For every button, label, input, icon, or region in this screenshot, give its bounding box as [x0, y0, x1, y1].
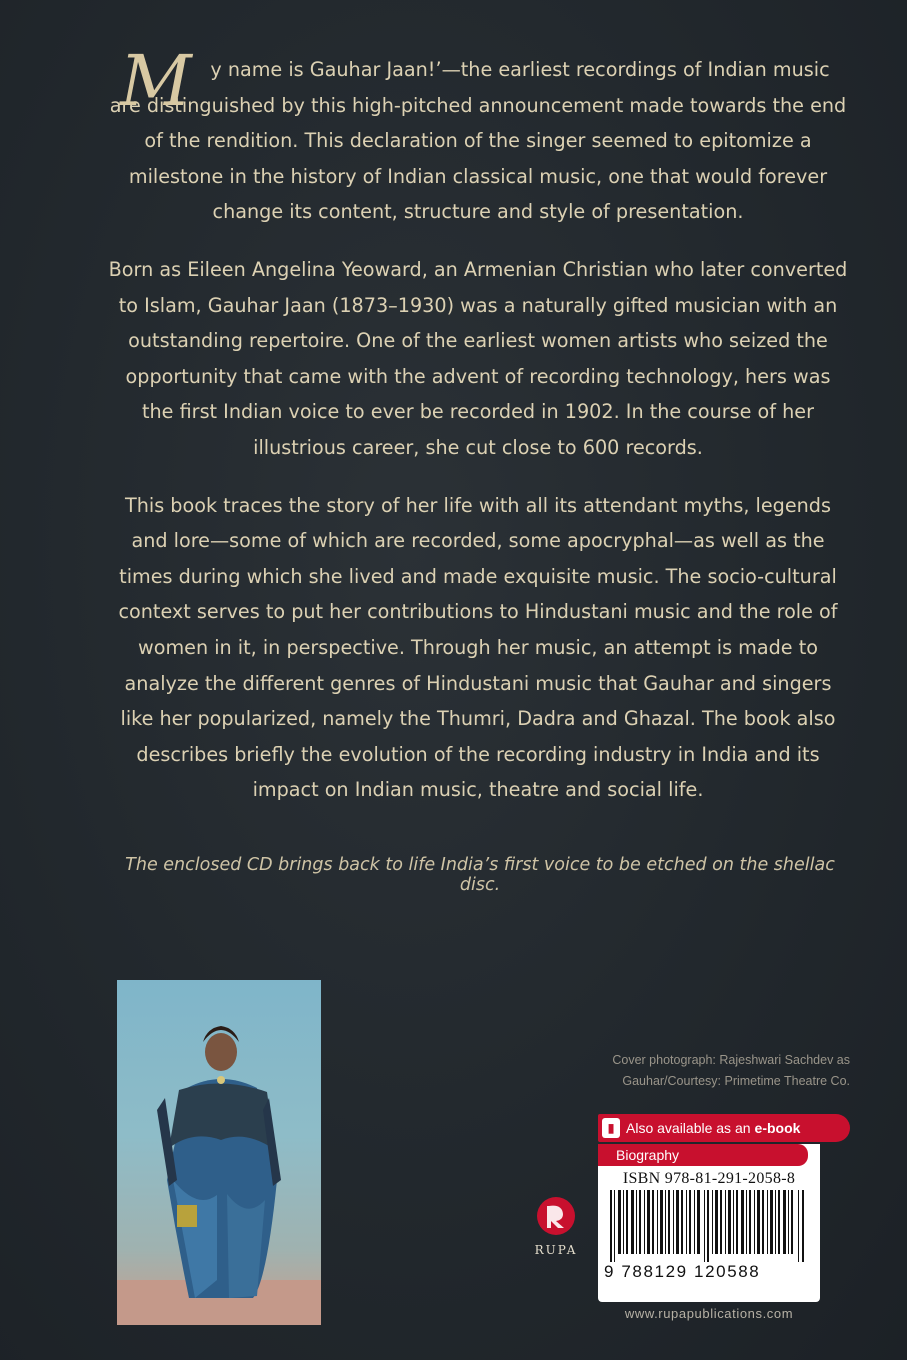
drop-cap: M — [120, 40, 192, 122]
blurb-paragraph-1-text: y name is Gauhar Jaan!’—the earliest recordings of Indian music are distinguished by this high-pitched announcement made towards the end of the rendition. This declaration of the singer seemed to epitomize a milestone in the history of Indian classical music, one that would forever change its content, structure and style of presentation. — [109, 58, 847, 224]
publisher-logo — [526, 1196, 586, 1257]
isbn-number: ISBN 978-81-291-2058-8 — [622, 1170, 796, 1187]
barcode-panel — [598, 1144, 820, 1302]
ebook-device-icon: ▮ — [602, 1118, 620, 1138]
ebook-prefix: Also available as an — [626, 1120, 751, 1136]
ebook-banner — [598, 1114, 850, 1142]
category-label: Biography — [598, 1144, 808, 1166]
rupa-logo-icon — [536, 1196, 576, 1236]
photo-credit-line-2: Gauhar/Courtesy: Primetime Theatre Co. — [622, 1074, 850, 1088]
barcode-bars — [608, 1190, 810, 1262]
ebook-label: e-book — [754, 1120, 801, 1136]
publisher-name: RUPA — [534, 1243, 578, 1257]
photo-credit — [560, 1050, 850, 1092]
blurb-paragraph-2: Born as Eileen Angelina Yeoward, an Armenian Christian who later converted to Islam, Gauhar Jaan (1873–1930) was a naturally gifted musician with an outstanding repertoire. One of the earliest women artists who seized the opportunity that came with the advent of recording technology, hers was the first Indian voice to ever be recorded in 1902. In the course of her illustrious career, she cut close to 600 records. — [108, 257, 848, 459]
publisher-website: www.rupapublications.com — [624, 1306, 794, 1321]
cover-photograph — [117, 980, 321, 1325]
barcode-digits: 9 788129 120588 — [604, 1262, 761, 1281]
blurb-paragraph-3: This book traces the story of her life with all its attendant myths, legends and lore—some of which are recorded, some apocryphal—as well as the times during which she lived and made exquisite music. The socio-cultural context serves to put her contributions to Hindustani music and the role of women in it, in perspective. Through her music, an attempt is made to analyze the different genres of Hindustani music that Gauhar and singers like her popularized, namely the Thumri, Dadra and Ghazal. The book also describes briefly the evolution of the recording industry in India and its impact on Indian music, theatre and social life. — [118, 493, 838, 802]
back-cover-blurb — [108, 40, 848, 830]
blurb-paragraph-1 — [108, 40, 848, 230]
photo-credit-line-1: Cover photograph: Rajeshwari Sachdev as — [612, 1053, 850, 1067]
cd-note: The enclosed CD brings back to life India’s first voice to be etched on the shellac disc. — [125, 855, 835, 895]
singer-figure-illustration — [117, 980, 321, 1325]
